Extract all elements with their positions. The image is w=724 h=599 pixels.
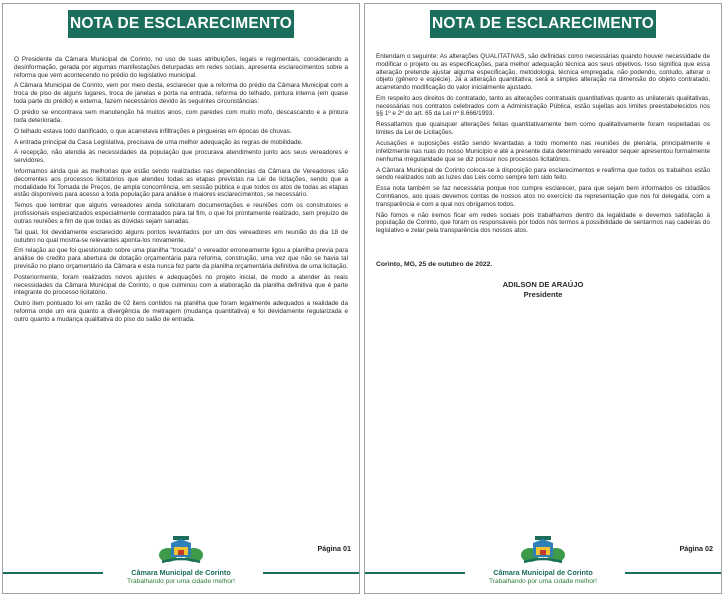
paragraph: A Câmara Municipal de Corinto, vem por meio desta, esclarecer que a reforma do prédio da Câmara Municipal com a troca de piso de alguns lugares, troca de janelas e porta na entrada, reforma do telhado, pintura interna (em quase toda parte do prédio) e externa, fazem necessários devido às seguintes circunstâncias: (14, 82, 348, 105)
signer-name: ADILSON DE ARAÚJO (502, 279, 584, 289)
footer-slogan: Trabalhando por uma cidade melhor! (489, 578, 597, 585)
paragraph: Em relação ao que foi questionado sobre uma planilha "trocada" o vereador erroneamente ligou a planilha previa para análise de credito para abertura de dotação orçamentária para reforma, construção, uma vez que não se havia tal previsão no plano orçamentário da Câmara e esta nunca fez parte da planilha orçamentária definitiva de uma licitação. (14, 247, 348, 270)
paragraph: Temos que lembrar que alguns vereadores ainda solicitaram documentações e reuniões com os construtores e profissionais especializados especialmente contratados para tal fim, o que foi prontamente realizado, sem prejuízo de outras reuniões a fim de que todas as dúvidas sejam sanadas. (14, 202, 348, 225)
paragraph: O prédio se encontrava sem manutenção há muitos anos, com paredes com muito mofo, descascando e a pintura toda deteriorada. (14, 108, 348, 124)
footer-slogan: Trabalhando por uma cidade melhor! (127, 578, 235, 585)
paragraph: Essa nota também se faz necessária porque nos cumpre esclarecer, para que sejam bem informados os cidadãos Corintianos, aos quais devemos contas de nossos atos no exercício da representação que nos foi delegada, com a transparência e com a qual nos obrigamos todos. (376, 185, 710, 208)
document-page-2 (364, 3, 722, 594)
paragraph: A recepção, não atendia às necessidades da população que procurava atendimento junto aos seus vereadores e servidores. (14, 149, 348, 165)
paragraph: Tal qual, foi devidamente esclarecido alguns pontos levantados por um dos vereadores em reunião do dia 18 de outubro no qual mostra-se relevantes aponta-los novamente. (14, 228, 348, 244)
paragraph: A entrada principal da Casa Legislativa, precisava de uma melhor adequação às regras de mobilidade. (14, 138, 303, 146)
page-footer (3, 533, 359, 593)
page-title-banner: NOTA DE ESCLARECIMENTO (430, 10, 656, 38)
paragraph: Em respeito aos direitos do contratado, tanto as alterações contratuais quantitativas quanto as unilaterais qualitativas, necessárias nos contratos celebrados com a Administração Pública, estão sujeitas aos limites preestabelecidos nos §§ 1º e 2º do art. 65 da Lei nº 8.666/1993. (376, 94, 710, 118)
paragraph: A Câmara Municipal de Corinto coloca-se à disposição para esclarecimentos e reafirma que todos os trabalhos estão sendo realizados sob as luzes das Leis como sempre tem sido feito. (376, 166, 710, 182)
page-body (376, 53, 710, 300)
date-line: Corinto, MG, 25 de outubro de 2022. (376, 260, 493, 268)
paragraph: O telhado estava todo danificado, o que acarretava infiltrações e pingueiras em épocas de chuvas. (14, 127, 292, 135)
paragraph: Entendam o seguinte: As alterações QUALITATIVAS, são definidas como necessárias quando houver necessidade de modificar o projeto ou as especificações, para melhor adequação técnica aos seus objetivos. Isso significa que essa alteração pretende ajustar alguma especificação, metodologia, técnica empregada, não podendo, contudo, alterar o objeto (gênero e espécie). Já a alteração quantitativa, será a simples alteração na dimensão do objeto contratado, acarretando modificação do valor inicialmente ajustado. (376, 53, 710, 91)
paragraph: Outro item pontuado foi em razão de 02 itens contidos na planilha que foram legalmente adequados a realidade da reforma onde um era quanto a divergência de metragem (mudança quantitativa) e foi devidamente regularizada e outro quanto a mudança qualitativa do piso do salão de entrada. (14, 300, 348, 323)
page-number: Página 02 (679, 544, 713, 553)
footer-institution: Câmara Municipal de Corinto (131, 568, 231, 577)
page-title-banner: NOTA DE ESCLARECIMENTO (68, 10, 294, 38)
paragraph: Não fomos e não iremos ficar em redes sociais pois trabalhamos dentro da legalidade e devemos satisfação à população de Corinto, que foram os responsáveis por todos nós termos a possibilidade de sentarmos naș cadeiras do legislativo e zelar pela transparência dos nossos atos. (376, 211, 710, 235)
paragraph: Posteriormente, foram realizados novos ajustes e adequações no projeto inicial, de modo a atender às reais necessidades da Câmara Municipal de Corinto, o que culminou com a elaboração da planilha definitiva que é parte integrante do processo licitatório. (14, 273, 348, 297)
page-footer (365, 533, 721, 593)
paragraph: Ressaltamos que quaisquer alterações feitas quantitativamente bem como qualitativamente foram respeitadas os limites da Lei de Licitações. (376, 121, 710, 137)
document-page-1 (2, 3, 360, 594)
paragraph: Informamos ainda que as melhorias que estão sendo realizadas nas dependências da Câmara de Vereadores são decorrentes aos processos licitatórios que atendeu todas as etapas previstas na Lei de licitações, sendo que a modalidade foi Tomada de Preços, de ampla concorrência, em sessão pública e que todos os atos de todas as etapas estão disponíveis para acesso a toda população para análise e maiores esclarecimentos, se necessário. (14, 168, 348, 199)
page-number: Página 01 (317, 544, 351, 553)
paragraph: Acusações e suposições estão sendo levantadas a todo momento nas reuniões de plenária, principalmente e infelizmente nas ruas do nosso Município e até a presente data determinado vereador sequer apresentou formalmente nenhuma irregularidade que se diz possuir nos processos licitatórios. (376, 140, 710, 163)
footer-institution: Câmara Municipal de Corinto (493, 568, 593, 577)
city-hall-crest-icon (520, 535, 566, 567)
paragraph: O Presidente da Câmara Municipal de Corinto, no uso de suas atribuições, legais e regimentais, considerando a desinformação, gerada por algumas manifestações deturpadas em redes sociais, apresenta esclarecimentos sobre a reforma que vem acontecendo no prédio do legislativo municipal. (14, 56, 348, 79)
page-body (14, 56, 348, 540)
city-hall-crest-icon (158, 535, 204, 567)
signer-role: Presidente (523, 289, 563, 299)
